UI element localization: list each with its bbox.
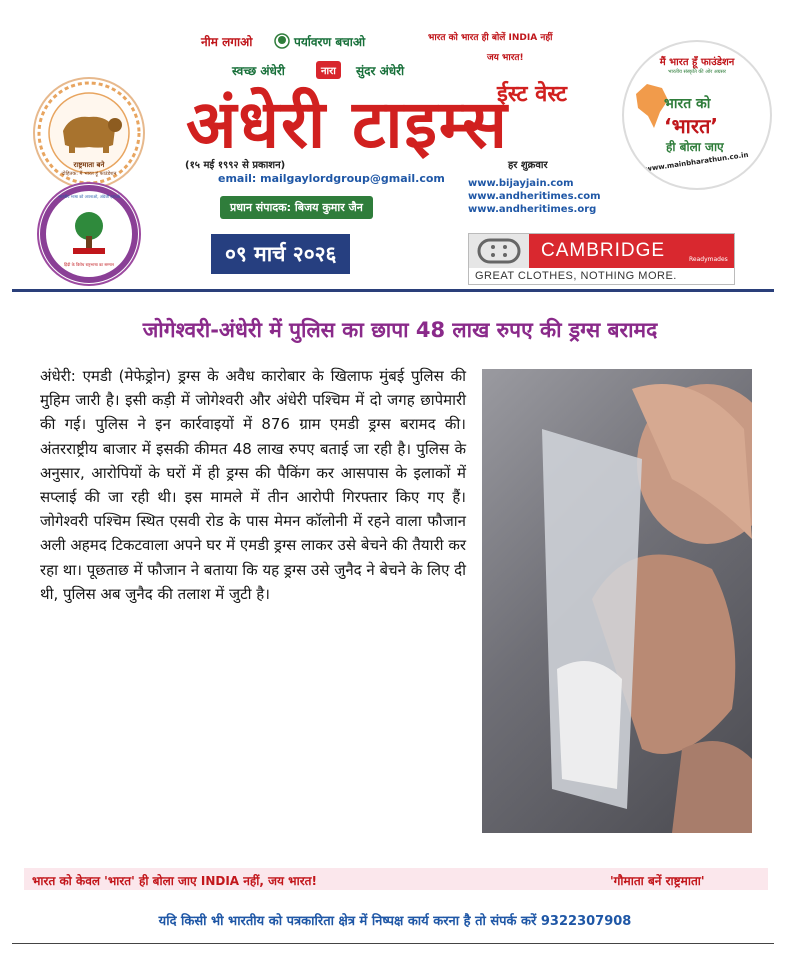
bharat-slogan-line1: भारत को भारत ही बोलें INDIA नहीं: [428, 33, 553, 43]
slogan-clean-andheri: स्वच्छ अंधेरी: [232, 64, 285, 78]
newspaper-title: अंधेरी टाइम्स: [186, 86, 509, 163]
website-link[interactable]: www.bijayjain.com: [468, 178, 574, 189]
badge-line-1: भारत को: [664, 96, 711, 112]
slogan-environment: पर्यावरण बचाओ: [294, 35, 366, 49]
cambridge-logo-icon: [469, 234, 529, 268]
seal-subtext: दोहितक: मैं भारत हूं फाउंडेशन: [61, 171, 117, 177]
badge-line-3: ही बोला जाए: [666, 140, 724, 154]
email-address: email: mailgaylordgroup@gmail.com: [218, 172, 445, 185]
chief-editor: प्रधान संपादक: बिजय कुमार जैन: [220, 196, 373, 219]
badge-text: भारतीय भाषा को अपनाओ, अंग्रेजी हटाओ: [58, 194, 120, 199]
slogan-beautiful-andheri: सुंदर अंधेरी: [356, 64, 405, 78]
seal-text: राष्ट्रमाता बने: [73, 161, 105, 169]
badge-line-2: ‘भारत’: [664, 114, 719, 138]
contact-line: यदि किसी भी भारतीय को पत्रकारिता क्षेत्र में निष्पक्ष कार्य करना है तो संपर्क करें 9322307908: [158, 914, 632, 929]
cambridge-brand-box: [529, 234, 734, 268]
badge-url: www.mainbharathun.co.in: [645, 150, 749, 174]
tree-seal-icon: [274, 33, 290, 49]
rashtramata-seal: [33, 77, 145, 189]
publication-since: (१५ मई १९९२ से प्रकाशन): [185, 160, 286, 171]
website-link[interactable]: www.andheritimes.org: [468, 204, 597, 215]
hindi-language-badge: [37, 182, 141, 286]
cambridge-tagline: GREAT CLOTHES, NOTHING MORE.: [475, 270, 677, 282]
cambridge-brand: CAMBRIDGE: [541, 240, 666, 261]
badge-org-sub: भारतीय संस्कृति की ओर अग्रसर: [668, 69, 726, 75]
main-bharat-hun-badge: [622, 40, 772, 190]
hand-with-packet-illustration: [482, 369, 752, 833]
footer-slogan-band: [24, 868, 768, 890]
weekly-label: हर शुक्रवार: [508, 160, 548, 171]
slogan-neem: नीम लगाओ: [201, 35, 253, 49]
footer-bharat-slogan: भारत को केवल 'भारत' ही बोला जाए INDIA नहीं, जय भारत!: [32, 874, 317, 888]
bharat-slogan-line2: जय भारत!: [487, 53, 524, 63]
cambridge-brand-sub: Readymades: [689, 256, 728, 263]
website-link[interactable]: www.andheritimes.com: [468, 191, 601, 202]
naara-badge: नारा: [316, 61, 341, 79]
article-headline: जोगेश्वरी-अंधेरी में पुलिस का छापा 48 लाख रुपए की ड्रग्स बरामद: [142, 318, 658, 342]
badge-org-name: मैं भारत हूँ फाउंडेशन: [659, 57, 735, 68]
cambridge-mark-box: [469, 234, 529, 268]
cambridge-ad: [468, 233, 735, 285]
issue-date: ०९ मार्च २०२६: [211, 234, 350, 274]
masthead-divider: [12, 289, 774, 292]
bottom-divider: [12, 943, 774, 944]
website-list: [468, 177, 601, 216]
footer-gaumata-slogan: 'गौमाता बनें राष्ट्रमाता': [610, 874, 705, 888]
badge-subtext: हिंदी के विरोध राष्ट्रभाषा का सम्मान: [63, 262, 114, 267]
drug-packet-photo: [482, 369, 752, 833]
article-body: अंधेरी: एमडी (मेफेड्रोन) ड्रग्स के अवैध कारोबार के खिलाफ मुंबई पुलिस की मुहिम जारी है। इसी कड़ी में जोगेश्वरी और अंधेरी पश्चिम में दो जगह छापेमारी की गई। पुलिस ने इन कार्रवाइयों में 876 ग्राम एमडी ड्रग्स बरामद की। अंतरराष्ट्रीय बाजार में इसकी कीमत 48 लाख रुपए बताई जा रही है। पुलिस के अनुसार, आरोपियों के घरों में ही ड्रग्स की पैकिंग कर आसपास के इलाकों में सप्लाई की जा रही थी। इस मामले में तीन आरोपी गिरफ्तार किए गए हैं। जोगेश्वरी पश्चिम स्थित एसवी रोड के पास मेमन कॉलोनी में रहने वाला फौजान अली अहमद टिकटवाला अपने घर में एमडी ड्रग्स लाकर उसे बेचने की तैयारी कर रहा था। पूछताछ में फौजान ने बताया कि यह ड्रग्स उसे जुनैद ने बेचने के लिए दी थी, पुलिस अब जुनैद की तलाश में जुटी है।: [40, 367, 466, 603]
east-west-label: ईस्ट वेस्ट: [497, 82, 567, 107]
